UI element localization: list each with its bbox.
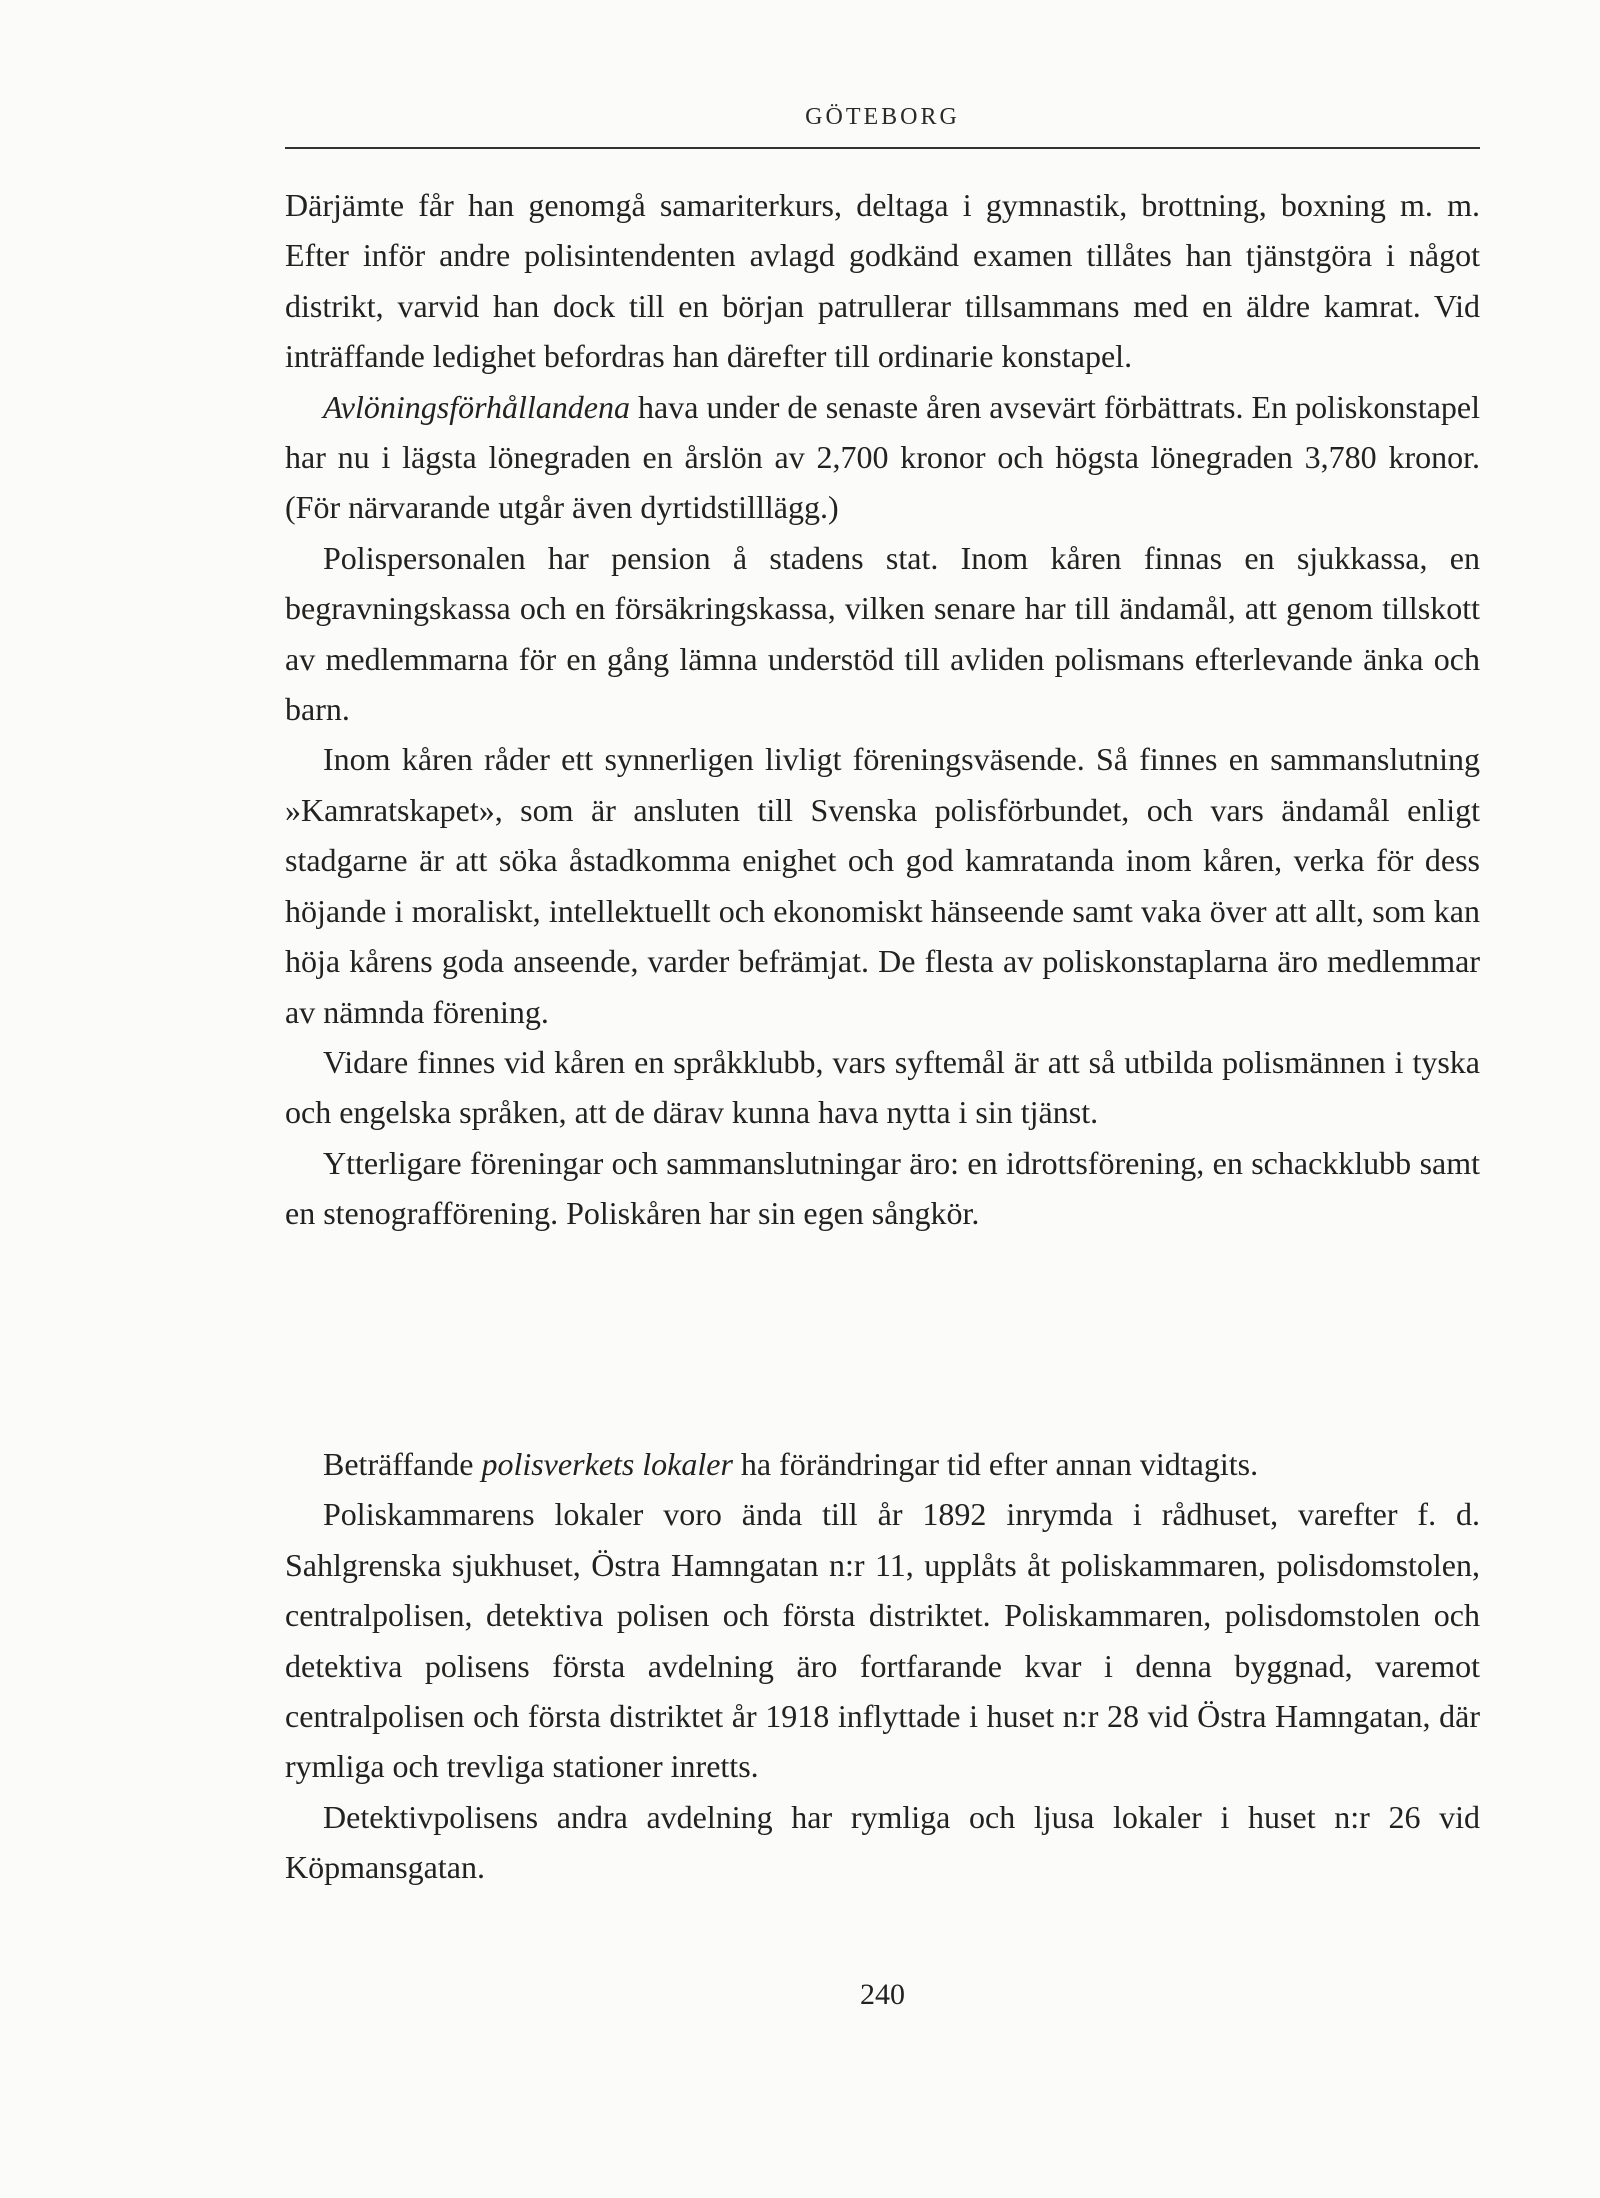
- paragraph-salaries: [285, 382, 1480, 533]
- paragraph-training: Därjämte får han genomgå samariterkurs, deltaga i gymnastik, brottning, boxning m. m. Efter inför andre polisintendenten avlagd godkänd examen tillåtes han tjänstgöra i något distrikt, varvid han dock till en början patrullerar tillsammans med en äldre kamrat. Vid inträffande ledighet befordras han därefter till ordinarie konstapel.: [285, 187, 1480, 375]
- section-police-personnel: [285, 180, 1480, 1239]
- page-number: 240: [860, 1978, 905, 2011]
- emphasis-police-premises: polisverkets lokaler: [481, 1446, 733, 1482]
- header-rule: [285, 147, 1480, 149]
- paragraph-language-club: Vidare finnes vid kåren en språkklubb, vars syftemål är att så utbilda polismännen i tyska och engelska språken, att de därav kunna hava nytta i sin tjänst.: [285, 1043, 1480, 1131]
- paragraph-detective-premises: Detektivpolisens andra avdelning har rymliga och ljusa lokaler i huset n:r 26 vid Köpmansgatan.: [285, 1798, 1480, 1886]
- premises-intro-post: ha förändringar tid efter annan vidtagits.: [732, 1446, 1259, 1482]
- paragraph-premises-history: Poliskammarens lokaler voro ända till år 1892 inrymda i rådhuset, varefter f. d. Sahlgrenska sjukhuset, Östra Hamngatan n:r 11, upplåts åt poliskammaren, polisdomstolen, centralpolisen, detektiva polisen och första distriktet. Poliskammaren, polisdomstolen och detektiva polisens första avdelning äro fortfarande kvar i denna byggnad, varemot centralpolisen och första distriktet år 1918 inflyttade i huset n:r 28 vid Östra Hamngatan, där rymliga och trevliga stationer inretts.: [285, 1496, 1480, 1785]
- emphasis-salary-conditions: Avlöningsförhållandena: [323, 388, 630, 425]
- paragraph-salaries-text: hava under de senaste åren avsevärt förbättrats. En poliskonstapel har nu i lägsta lönegraden en årslön av 2,700 kronor och högsta lönegraden 3,780 kronor. (För närvarande utgår även dyrtidstilllägg.): [285, 388, 1480, 526]
- paragraph-other-associations: Ytterligare föreningar och sammanslutningar äro: en idrottsförening, en schackklubb samt en stenografförening. Poliskåren har sin egen sångkör.: [285, 1144, 1480, 1232]
- running-header: GÖTEBORG: [805, 104, 960, 130]
- paragraph-associations: Inom kåren råder ett synnerligen livligt föreningsväsende. Så finnes en sammanslutning »Kamratskapet», som är ansluten till Svenska polisförbundet, och vars ändamål enligt stadgarne är att söka åstadkomma enighet och god kamratanda inom kåren, verka för dess höjande i moraliskt, intellektuellt och ekonomiskt hänseende samt vaka över att allt, som kan höja kårens goda anseende, varder befrämjat. De flesta av poliskonstaplarna äro medlemmar av nämnda förening.: [285, 741, 1480, 1030]
- premises-intro-pre: Beträffande: [323, 1446, 482, 1482]
- paragraph-pension: Polispersonalen har pension å stadens stat. Inom kåren finnas en sjukkassa, en begravningskassa och en försäkringskassa, vilken senare har till ändamål, att genom tillskott av medlemmarna för en gång lämna understöd till avliden polismans efterlevande änka och barn.: [285, 539, 1480, 728]
- section-police-premises: [285, 1439, 1480, 1893]
- paragraph-premises-intro: [285, 1439, 1480, 1489]
